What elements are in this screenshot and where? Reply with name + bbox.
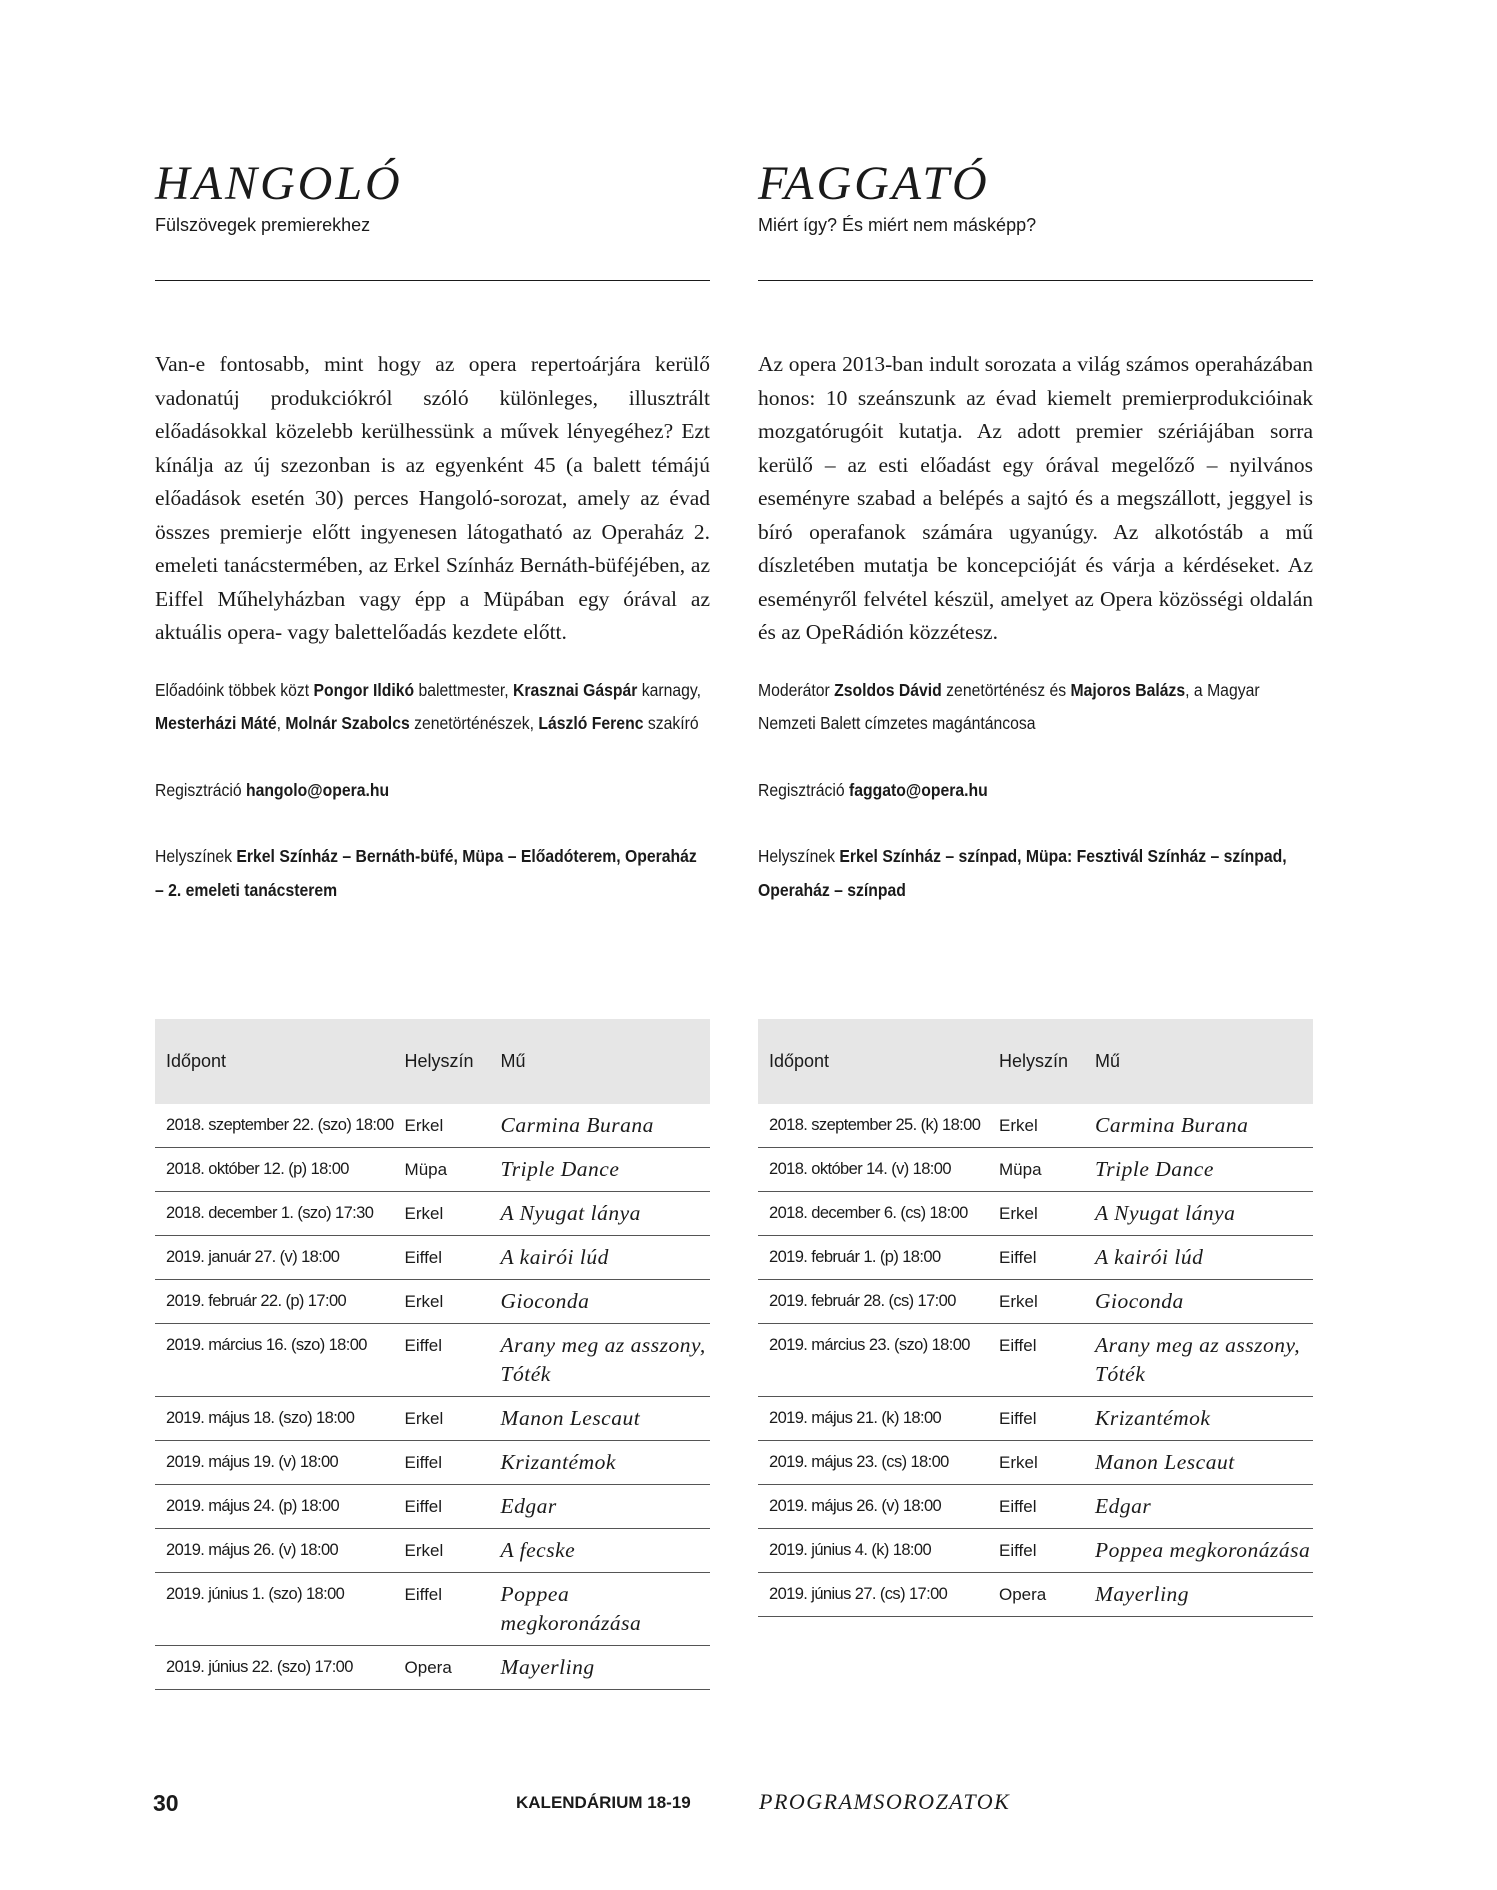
row-date: 2019. február 1. (p) 18:00 xyxy=(758,1236,988,1280)
row-date: 2019. május 26. (v) 18:00 xyxy=(155,1529,394,1573)
hangolo-speakers xyxy=(155,674,709,741)
row-work: Edgar xyxy=(1084,1485,1313,1529)
row-work: Carmina Burana xyxy=(1084,1104,1313,1148)
venues-value: Erkel Színház – Bernáth-büfé, Müpa – Előadóterem, Operaház – 2. emeleti tanácsterem xyxy=(155,846,697,900)
row-venue: Eiffel xyxy=(988,1529,1084,1573)
table-row xyxy=(155,1485,710,1529)
row-venue: Opera xyxy=(988,1573,1084,1617)
row-date: 2018. szeptember 22. (szo) 18:00 xyxy=(155,1104,394,1148)
row-venue: Erkel xyxy=(988,1441,1084,1485)
table-row xyxy=(758,1397,1313,1441)
table-row xyxy=(155,1280,710,1324)
row-work: Manon Lescaut xyxy=(490,1397,710,1441)
speakers-text: , xyxy=(276,713,286,733)
row-venue: Müpa xyxy=(394,1148,490,1192)
row-work: A Nyugat lánya xyxy=(1084,1192,1313,1236)
table-row xyxy=(758,1485,1313,1529)
hangolo-title: HANGOLÓ xyxy=(155,157,403,210)
speakers-text: balettmester, xyxy=(414,679,514,700)
row-venue: Opera xyxy=(394,1646,490,1690)
table-row xyxy=(155,1646,710,1690)
header-work: Mű xyxy=(500,1051,526,1071)
venues-label: Helyszínek xyxy=(758,846,840,866)
row-venue: Eiffel xyxy=(394,1485,490,1529)
row-venue: Eiffel xyxy=(988,1397,1084,1441)
moderator-text: Moderátor xyxy=(758,679,835,700)
row-date: 2018. szeptember 25. (k) 18:00 xyxy=(758,1104,988,1148)
faggato-schedule xyxy=(758,1019,1313,1617)
hangolo-schedule-body xyxy=(155,1104,710,1690)
table-row xyxy=(758,1441,1313,1485)
row-work: Poppea megkoronázása xyxy=(1084,1529,1313,1573)
hangolo-schedule-table xyxy=(155,1019,710,1690)
row-date: 2019. február 22. (p) 17:00 xyxy=(155,1280,394,1324)
faggato-info xyxy=(758,674,1312,908)
faggato-venues xyxy=(758,840,1312,907)
row-venue: Erkel xyxy=(394,1529,490,1573)
row-work: Arany meg az asszony, Tóték xyxy=(490,1324,710,1397)
hangolo-registration xyxy=(155,774,709,808)
row-date: 2019. május 18. (szo) 18:00 xyxy=(155,1397,394,1441)
hangolo-intro: Van-e fontosabb, mint hogy az opera repertoárjára kerülő vadonatúj produkciókról szóló különleges, illusztrált előadásokkal közelebb kerülhessünk a művek lényegéhez? Ezt kínálja az új szezonban is az egyenként 45 (a balett témájú előadások esetén 30) perces Hangoló-sorozat, amely az évad összes premierje előtt ingyenesen látogatható az Operaház 2. emeleti tanácstermében, az Erkel Színház Bernáth-büféjében, az Eiffel Műhelyházban vagy épp a Müpában egy órával az aktuális opera- vagy balettelőadás kezdete előtt. xyxy=(155,352,710,644)
row-work: A kairói lúd xyxy=(1084,1236,1313,1280)
table-row xyxy=(155,1529,710,1573)
venues-label: Helyszínek xyxy=(155,846,237,866)
publication-name: KALENDÁRIUM 18-19 xyxy=(516,1793,691,1812)
row-date: 2018. október 12. (p) 18:00 xyxy=(155,1148,394,1192)
speakers-text: szakíró xyxy=(643,713,699,733)
row-venue: Erkel xyxy=(394,1192,490,1236)
moderator-name: Majoros Balázs xyxy=(1070,679,1186,700)
row-work: Mayerling xyxy=(1084,1573,1313,1617)
faggato-section xyxy=(758,155,1313,940)
row-work: Gioconda xyxy=(490,1280,710,1324)
row-date: 2018. október 14. (v) 18:00 xyxy=(758,1148,988,1192)
table-row xyxy=(155,1148,710,1192)
row-work: Edgar xyxy=(490,1485,710,1529)
row-date: 2019. január 27. (v) 18:00 xyxy=(155,1236,394,1280)
row-work: Triple Dance xyxy=(1084,1148,1313,1192)
registration-label: Regisztráció xyxy=(155,779,247,800)
row-venue: Eiffel xyxy=(394,1573,490,1646)
row-venue: Erkel xyxy=(988,1192,1084,1236)
row-work: Krizantémok xyxy=(1084,1397,1313,1441)
table-row xyxy=(758,1236,1313,1280)
row-work: Manon Lescaut xyxy=(1084,1441,1313,1485)
row-work: Mayerling xyxy=(490,1646,710,1690)
faggato-divider xyxy=(758,280,1313,281)
hangolo-schedule xyxy=(155,1019,710,1690)
hangolo-divider xyxy=(155,280,710,281)
hangolo-subtitle: Fülszövegek premierekhez xyxy=(155,215,371,235)
hangolo-venues xyxy=(155,840,709,907)
moderator-name: Zsoldos Dávid xyxy=(834,679,942,700)
table-row xyxy=(758,1104,1313,1148)
moderator-text: , a Magyar Nemzeti Balett címzetes magántáncosa xyxy=(758,679,1260,733)
row-venue: Eiffel xyxy=(394,1236,490,1280)
row-work: A Nyugat lánya xyxy=(490,1192,710,1236)
faggato-intro: Az opera 2013-ban indult sorozata a világ számos operaházában honos: 10 szeánszunk az évad kiemelt premierprodukcióinak mozgatórugóit kutatja. Az adott premier szériájában sorra kerülő – az esti előadást egy órával megelőző – nyilvános eseményre szabad a belépés a sajtó és a megszállott, jeggyel is bíró operafanok számára ugyanúgy. Az alkotóstáb a mű díszletében mutatja be koncepcióját és várja a kérdéseket. Az eseményről felvétel készül, amelyet az Opera közösségi oldalán és az OpeRádión közzétesz. xyxy=(758,352,1313,644)
row-venue: Erkel xyxy=(394,1104,490,1148)
faggato-registration xyxy=(758,774,1312,808)
row-venue: Eiffel xyxy=(394,1441,490,1485)
row-work: Arany meg az asszony, Tóték xyxy=(1084,1324,1313,1397)
faggato-schedule-body xyxy=(758,1104,1313,1617)
row-work: A kairói lúd xyxy=(490,1236,710,1280)
speakers-text: zenetörténészek, xyxy=(409,713,539,733)
venues-value: Erkel Színház – színpad, Müpa: Fesztivál Színház – színpad, Operaház – színpad xyxy=(758,846,1287,900)
header-work: Mű xyxy=(1095,1051,1121,1071)
row-venue: Erkel xyxy=(394,1280,490,1324)
row-venue: Erkel xyxy=(988,1280,1084,1324)
row-venue: Erkel xyxy=(394,1397,490,1441)
header-venue: Helyszín xyxy=(404,1051,474,1071)
hangolo-info xyxy=(155,674,709,908)
table-row xyxy=(758,1324,1313,1397)
speaker-name: Molnár Szabolcs xyxy=(285,713,410,733)
table-row xyxy=(155,1236,710,1280)
speaker-name: Pongor Ildikó xyxy=(313,679,415,700)
faggato-schedule-table xyxy=(758,1019,1313,1617)
table-row xyxy=(155,1573,710,1646)
row-venue: Eiffel xyxy=(988,1236,1084,1280)
row-work: Gioconda xyxy=(1084,1280,1313,1324)
page-number: 30 xyxy=(153,1790,179,1816)
table-row xyxy=(758,1573,1313,1617)
row-work: Carmina Burana xyxy=(490,1104,710,1148)
table-row xyxy=(758,1280,1313,1324)
hangolo-section xyxy=(155,155,710,940)
speakers-text: karnagy, xyxy=(637,679,701,700)
row-work: Triple Dance xyxy=(490,1148,710,1192)
row-date: 2018. december 1. (szo) 17:30 xyxy=(155,1192,394,1236)
row-venue: Eiffel xyxy=(988,1324,1084,1397)
speaker-name: Krasznai Gáspár xyxy=(513,679,638,700)
table-row xyxy=(155,1104,710,1148)
row-date: 2019. június 1. (szo) 18:00 xyxy=(155,1573,394,1646)
row-date: 2019. február 28. (cs) 17:00 xyxy=(758,1280,988,1324)
header-date: Időpont xyxy=(769,1051,830,1071)
registration-email-link[interactable]: faggato@opera.hu xyxy=(849,779,988,800)
faggato-title: FAGGATÓ xyxy=(758,157,990,210)
table-header-row xyxy=(155,1019,710,1104)
row-venue: Erkel xyxy=(988,1104,1084,1148)
faggato-subtitle: Miért így? És miért nem másképp? xyxy=(758,215,1037,235)
row-work: Krizantémok xyxy=(490,1441,710,1485)
speaker-name: László Ferenc xyxy=(538,713,644,733)
row-date: 2019. május 23. (cs) 18:00 xyxy=(758,1441,988,1485)
row-date: 2019. március 16. (szo) 18:00 xyxy=(155,1324,394,1397)
moderator-text: zenetörténész és xyxy=(941,679,1071,700)
header-date: Időpont xyxy=(166,1051,227,1071)
row-date: 2018. december 6. (cs) 18:00 xyxy=(758,1192,988,1236)
registration-email-link[interactable]: hangolo@opera.hu xyxy=(246,779,390,800)
registration-label: Regisztráció xyxy=(758,779,850,800)
row-date: 2019. június 22. (szo) 17:00 xyxy=(155,1646,394,1690)
speakers-text: Előadóink többek közt xyxy=(155,679,314,700)
table-row xyxy=(758,1192,1313,1236)
row-date: 2019. március 23. (szo) 18:00 xyxy=(758,1324,988,1397)
header-venue: Helyszín xyxy=(999,1051,1069,1071)
row-venue: Eiffel xyxy=(988,1485,1084,1529)
row-date: 2019. június 27. (cs) 17:00 xyxy=(758,1573,988,1617)
table-row xyxy=(758,1529,1313,1573)
row-date: 2019. május 19. (v) 18:00 xyxy=(155,1441,394,1485)
row-venue: Eiffel xyxy=(394,1324,490,1397)
table-row xyxy=(155,1324,710,1397)
row-date: 2019. május 24. (p) 18:00 xyxy=(155,1485,394,1529)
row-date: 2019. június 4. (k) 18:00 xyxy=(758,1529,988,1573)
table-row xyxy=(155,1441,710,1485)
speaker-name: Mesterházi Máté xyxy=(155,713,277,733)
section-name: PROGRAMSOROZATOK xyxy=(759,1789,1011,1814)
row-date: 2019. május 21. (k) 18:00 xyxy=(758,1397,988,1441)
table-header-row xyxy=(758,1019,1313,1104)
table-row xyxy=(758,1148,1313,1192)
row-date: 2019. május 26. (v) 18:00 xyxy=(758,1485,988,1529)
row-work: A fecske xyxy=(490,1529,710,1573)
table-row xyxy=(155,1397,710,1441)
faggato-moderator xyxy=(758,674,1312,741)
row-venue: Müpa xyxy=(988,1148,1084,1192)
row-work: Poppea megkoronázása xyxy=(490,1573,710,1646)
table-row xyxy=(155,1192,710,1236)
